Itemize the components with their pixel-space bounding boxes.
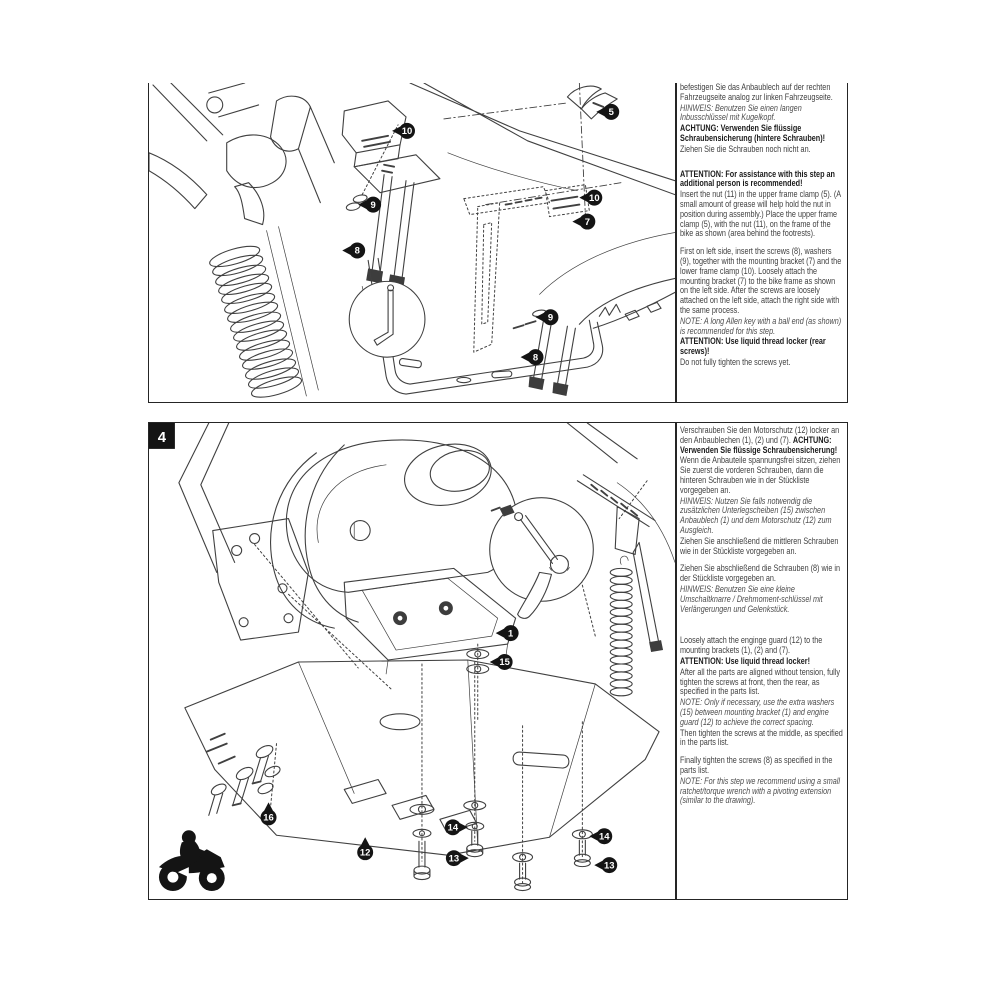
callout-9-left — [358, 197, 381, 213]
svg-text:14: 14 — [447, 822, 459, 834]
svg-text:1: 1 — [507, 628, 514, 640]
svg-text:4: 4 — [157, 428, 167, 446]
magnifier-inset — [349, 281, 425, 357]
callout-1 — [496, 625, 519, 641]
callout-14-left — [445, 819, 468, 835]
svg-text:10: 10 — [589, 192, 600, 204]
motorcycle-icon — [159, 830, 225, 891]
callout-10-left — [392, 123, 415, 139]
svg-text:15: 15 — [499, 657, 510, 669]
svg-text:14: 14 — [599, 831, 610, 843]
svg-text:12: 12 — [359, 847, 371, 859]
svg-text:9: 9 — [547, 312, 554, 324]
svg-text:9: 9 — [370, 199, 376, 211]
callout-7 — [572, 214, 595, 230]
step-4-diagram — [148, 422, 676, 900]
step-3-instructions — [676, 83, 848, 403]
callout-12 — [357, 837, 373, 860]
callout-15 — [490, 654, 513, 670]
svg-text:5: 5 — [608, 107, 614, 119]
svg-text:8: 8 — [354, 245, 360, 257]
step-4-line-art — [149, 423, 675, 899]
step-4-instructions — [676, 422, 848, 900]
svg-text:8: 8 — [532, 352, 539, 364]
svg-text:10: 10 — [401, 126, 413, 138]
svg-text:13: 13 — [448, 853, 460, 865]
svg-text:13: 13 — [603, 860, 615, 872]
step-3-line-art — [149, 83, 675, 402]
callout-8-left — [342, 243, 365, 259]
callout-14-right — [589, 828, 612, 844]
callout-10-right — [579, 190, 602, 206]
callout-8-right — [521, 349, 544, 365]
svg-text:16: 16 — [263, 812, 274, 824]
step-3-instruction-text: befestigen Sie das Anbaublech auf der rechten Fahrzeugseite analog zur linken Fahrzeugseite. HINWEIS: Benutzen Sie einen langen Inbusschlüssel mit Kugelkopf. ACHTUNG: Verwenden Sie flüssige Schraubensicherung (hintere Schrauben)! Ziehen Sie die Schrauben noch nicht an. ATTENTION: For assistance with this step an additional person is recommended! Insert the nut (11) in the upper frame clamp (5). (A small amount of grease will help hold the nut in position during assembly.) Place the upper frame clamp (5), with the nut (11), on the frame of the bike as shown (area behind the footrests). First on left side, insert the screws (8), washers (9), together with the mounting bracket (7) and the lower frame clamp (10). Loosely attach the mounting bracket (7) to the bike frame as shown on the left side. After the screws are loosely attached on the left side, attach the right side with the same process. NOTE: A long Allen key with a ball end (as shown) is recommended for this step. ATTENTION: Use liquid thread locker (rear screws)! Do not fully tighten the screws yet. — [680, 83, 842, 367]
svg-text:7: 7 — [584, 216, 590, 228]
step-4-instruction-text: Verschrauben Sie den Motorschutz (12) locker an den Anbaublechen (1), (2) und (7). ACHTUNG: Verwenden Sie flüssige Schraubensicherung! Wenn die Anbauteile spannungsfrei sitzen, ziehen Sie zuerst die vorderen Schrauben, dann die hinteren Schrauben wie in der Stückliste vorgegeben an. HINWEIS: Nutzen Sie falls notwendig die zusätzlichen Unterlegscheiben (15) zwischen Anbaublech (1) und dem Motorschutz (12) zum Ausgleich. Ziehen Sie anschließend die mittleren Schrauben wie in der Stückliste vorgegeben an. Ziehen Sie abschließend die Schrauben (8) wie in der Stückliste vorgegeben an. HINWEIS: Benutzen Sie eine kleine Umschaltknarre / Drehmoment-schlüssel mit Verlängerungen und Gelenkstück. Loosely attach the enginge guard (12) to the mounting brackets (1), (2) and (7). ATTENTION: Use liquid thread locker! After all the parts are aligned without tension, fully tighten the screws at front, then the rear, as specified in the parts list. NOTE: Only if necessary, use the extra washers (15) between mounting bracket (1) and engine guard (12) to achieve the correct spacing. Then tighten the screws at the middle, as specified in the parts list. Finally tighten the screws (8) as specified in the parts list. NOTE: For this step we recommend using a small ratchet/torque wrench with a pivoting extension (similar to the drawing). — [680, 425, 843, 806]
callout-9-right — [536, 309, 559, 325]
step-3-diagram — [148, 83, 676, 403]
step-number-badge — [149, 423, 175, 449]
callout-16 — [261, 802, 277, 825]
callout-13-right — [594, 857, 617, 873]
